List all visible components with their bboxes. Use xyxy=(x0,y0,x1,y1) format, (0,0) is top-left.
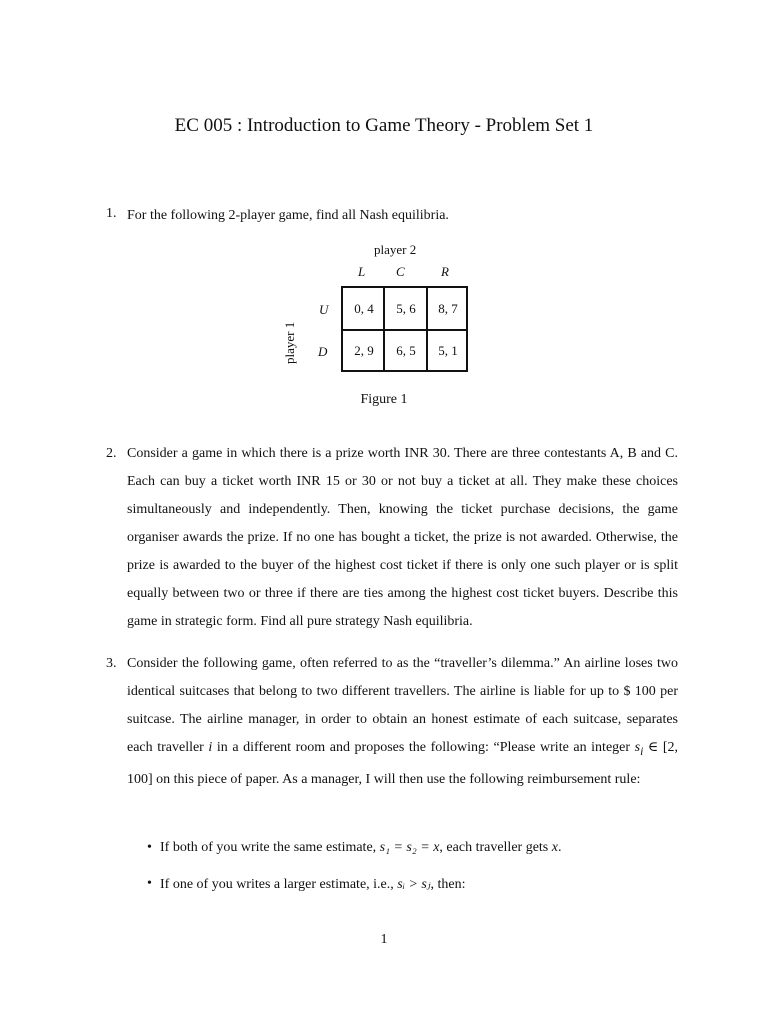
problem-1-text: For the following 2-player game, find all Nash equilibria. xyxy=(127,208,449,223)
player-1-label: player 1 xyxy=(282,321,297,364)
payoff-cell-D-C: 6, 5 xyxy=(396,343,416,358)
bullet-icon: • xyxy=(147,840,152,855)
problem-3-number: 3. xyxy=(106,656,117,671)
payoff-cell-D-L: 2, 9 xyxy=(354,343,374,358)
problem-3-text-part: Consider the following game, often referred to as the “traveller’s dilemma.” An airline loses two identical suitcases that belong to two different travellers. The airline is liable for up to $ 100 per suitcase. The airline manager, in order to obtain an honest estimate of each suitcase, separates each traveller xyxy=(127,656,678,755)
math-set: ∈ [2, 100] xyxy=(127,740,678,787)
bullet-text-part: If both of you write the same estimate, xyxy=(160,840,380,855)
row-label-D: D xyxy=(318,344,328,359)
bullet-text-part: . xyxy=(557,840,562,855)
math-expression: sᵢ > sⱼ xyxy=(397,877,431,892)
payoff-cell-U-C: 5, 6 xyxy=(396,301,416,316)
row-label-U: U xyxy=(319,302,329,317)
problem-2-number: 2. xyxy=(106,446,117,461)
math-subscript: i xyxy=(640,744,644,758)
math-variable: s xyxy=(634,740,641,755)
bullet-text-part: If one of you writes a larger estimate, i.e., xyxy=(160,877,398,892)
page-title: EC 005 : Introduction to Game Theory - Problem Set 1 xyxy=(174,115,594,136)
problem-3-text xyxy=(127,650,678,794)
problem-1-number: 1. xyxy=(106,206,117,221)
bullet-text-part: , each traveller gets xyxy=(439,840,552,855)
column-label-C: C xyxy=(396,264,405,279)
math-variable: i xyxy=(208,740,213,755)
player-2-label: player 2 xyxy=(374,242,417,257)
math-expression: s₁ = s₂ = x xyxy=(379,840,440,855)
problem-3-text-part: in a different room and proposes the following: “Please write an integer xyxy=(212,740,635,755)
bullet-1-text xyxy=(160,840,561,856)
bullet-icon: • xyxy=(147,876,152,891)
math-variable: x xyxy=(551,840,558,855)
payoff-cell-U-L: 0, 4 xyxy=(354,301,374,316)
payoff-cell-D-R: 5, 1 xyxy=(438,343,458,358)
problem-3-text-part: on this piece of paper. As a manager, I will then use the following reimbursement rule: xyxy=(152,771,641,787)
column-label-L: L xyxy=(358,264,366,279)
problem-2-text: Consider a game in which there is a prize worth INR 30. There are three contestants A, B and C. Each can buy a ticket worth INR 15 or 30 or not buy a ticket at all. They make these choices simultaneously and independently. Then, knowing the ticket purchase decisions, the game organiser awards the prize. If no one has bought a ticket, the prize is not awarded. Otherwise, the prize is awarded to the buyer of the highest cost ticket if there is only one such player or is split equally between two or three if there are ties among the highest cost ticket buyers. Describe this game in strategic form. Find all pure strategy Nash equilibria. xyxy=(127,446,678,629)
column-label-R: R xyxy=(441,264,449,279)
payoff-cell-U-R: 8, 7 xyxy=(438,301,458,316)
payoff-matrix xyxy=(341,286,468,372)
bullet-2-text xyxy=(160,876,466,893)
game-matrix-figure xyxy=(260,238,520,388)
bullet-text-part: , then: xyxy=(430,877,466,892)
figure-caption: Figure 1 xyxy=(360,392,408,407)
page-number: 1 xyxy=(380,932,388,947)
